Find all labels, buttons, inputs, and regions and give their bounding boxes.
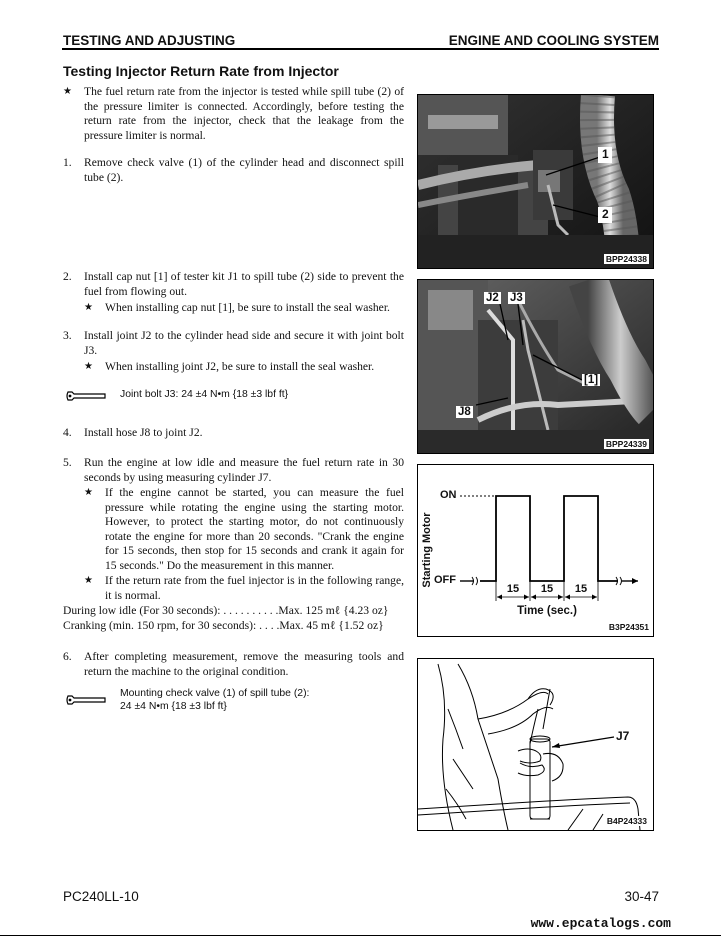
step-4-number: 4. bbox=[63, 426, 72, 439]
measure-low-idle: During low idle (For 30 seconds): . . . . . . . . . .Max. 125 mℓ {4.23 oz} bbox=[63, 604, 389, 617]
step-6-text: After completing measurement, remove the measuring tools and return the machine to the original condition. bbox=[84, 650, 404, 678]
step-5-note-1: If the engine cannot be started, you can measure the fuel pressure while rotating the engine using the starting motor. However, to protect the starting motor, do not continuously rotate the engine for more than 20 seconds. "Crank the engine for 15 seconds, then stop for 15 seconds and crank it again for 15 seconds." Do the measurement in this manner. bbox=[105, 486, 404, 572]
torque-check-valve-line-2: 24 ±4 N•m {18 ±3 lbf ft} bbox=[120, 701, 227, 712]
step-6-number: 6. bbox=[63, 650, 72, 663]
wrench-icon bbox=[65, 692, 107, 708]
step-1-text: Remove check valve (1) of the cylinder head and disconnect spill tube (2). bbox=[84, 156, 404, 184]
figure-check-valve-photo bbox=[417, 94, 654, 269]
engine-photo-1 bbox=[418, 95, 653, 268]
interval-label: 15 bbox=[506, 583, 520, 595]
interval-label: 15 bbox=[540, 583, 554, 595]
step-3-text: Install joint J2 to the cylinder head side and secure it with joint bolt J3. bbox=[84, 329, 404, 357]
step-3-note: When installing joint J2, be sure to install the seal washer. bbox=[105, 360, 375, 373]
measuring-cylinder-drawing bbox=[418, 659, 653, 830]
header-rule bbox=[62, 48, 659, 50]
interval-label: 15 bbox=[574, 583, 588, 595]
diagram-x-label: Time (sec.) bbox=[517, 605, 577, 617]
section-title: Testing Injector Return Rate from Injector bbox=[63, 63, 339, 79]
figure-code: BPP24338 bbox=[605, 254, 647, 264]
footer-page-number: 30-47 bbox=[624, 889, 659, 904]
step-2-note: When installing cap nut [1], be sure to install the seal washer. bbox=[105, 301, 390, 314]
figure-code: BPP24339 bbox=[605, 439, 647, 449]
diagram-on-label: ON bbox=[440, 489, 457, 501]
star-icon: ★ bbox=[84, 575, 93, 586]
callout-j2: J2 bbox=[486, 292, 499, 304]
step-5-text: Run the engine at low idle and measure the fuel return rate in 30 seconds by using measuring cylinder J7. bbox=[84, 456, 404, 484]
step-1-number: 1. bbox=[63, 156, 72, 169]
step-4-text: Install hose J8 to joint J2. bbox=[84, 426, 203, 439]
watermark: www.epcatalogs.com bbox=[530, 916, 671, 931]
bottom-rule bbox=[0, 935, 721, 936]
torque-joint-bolt: Joint bolt J3: 24 ±4 N•m {18 ±3 lbf ft} bbox=[120, 389, 289, 400]
header-right: ENGINE AND COOLING SYSTEM bbox=[448, 33, 659, 48]
star-icon: ★ bbox=[84, 302, 93, 313]
star-icon: ★ bbox=[63, 86, 72, 97]
figure-measuring-cylinder bbox=[417, 658, 654, 831]
measure-cranking: Cranking (min. 150 rpm, for 30 seconds): . . . .Max. 45 mℓ {1.52 oz} bbox=[63, 619, 384, 632]
figure-starting-motor-diagram bbox=[417, 464, 654, 637]
torque-check-valve-line-1: Mounting check valve (1) of spill tube (2): bbox=[120, 688, 310, 699]
callout-cap-nut: [1] bbox=[584, 374, 599, 386]
figure-code: B4P24333 bbox=[606, 816, 647, 826]
callout-j8: J8 bbox=[458, 406, 471, 418]
diagram-y-label: Starting Motor bbox=[421, 512, 433, 588]
step-5-note-2: If the return rate from the fuel injector is in the following range, it is normal. bbox=[105, 574, 404, 602]
star-icon: ★ bbox=[84, 361, 93, 372]
callout-j7: J7 bbox=[616, 729, 630, 743]
engine-photo-2 bbox=[418, 280, 653, 453]
wrench-icon bbox=[65, 388, 107, 404]
step-2-text: Install cap nut [1] of tester kit J1 to spill tube (2) side to prevent the fuel from flowing out. bbox=[84, 270, 404, 298]
figure-code: B3P24351 bbox=[608, 622, 649, 632]
callout-2: 2 bbox=[602, 207, 609, 221]
step-3-number: 3. bbox=[63, 329, 72, 342]
footer-model: PC240LL-10 bbox=[63, 889, 139, 904]
callout-j3: J3 bbox=[510, 292, 523, 304]
figure-joint-photo bbox=[417, 279, 654, 454]
intro-note: The fuel return rate from the injector is tested while spill tube (2) of the pressure limiter is connected. Accordingly, before testing the return rate from the injector, check that the leakage from the pressure limiter is normal. bbox=[84, 85, 404, 142]
star-icon: ★ bbox=[84, 487, 93, 498]
step-2-number: 2. bbox=[63, 270, 72, 283]
header-left: TESTING AND ADJUSTING bbox=[63, 33, 236, 48]
diagram-off-label: OFF bbox=[434, 574, 456, 586]
callout-1: 1 bbox=[602, 147, 609, 161]
step-5-number: 5. bbox=[63, 456, 72, 469]
